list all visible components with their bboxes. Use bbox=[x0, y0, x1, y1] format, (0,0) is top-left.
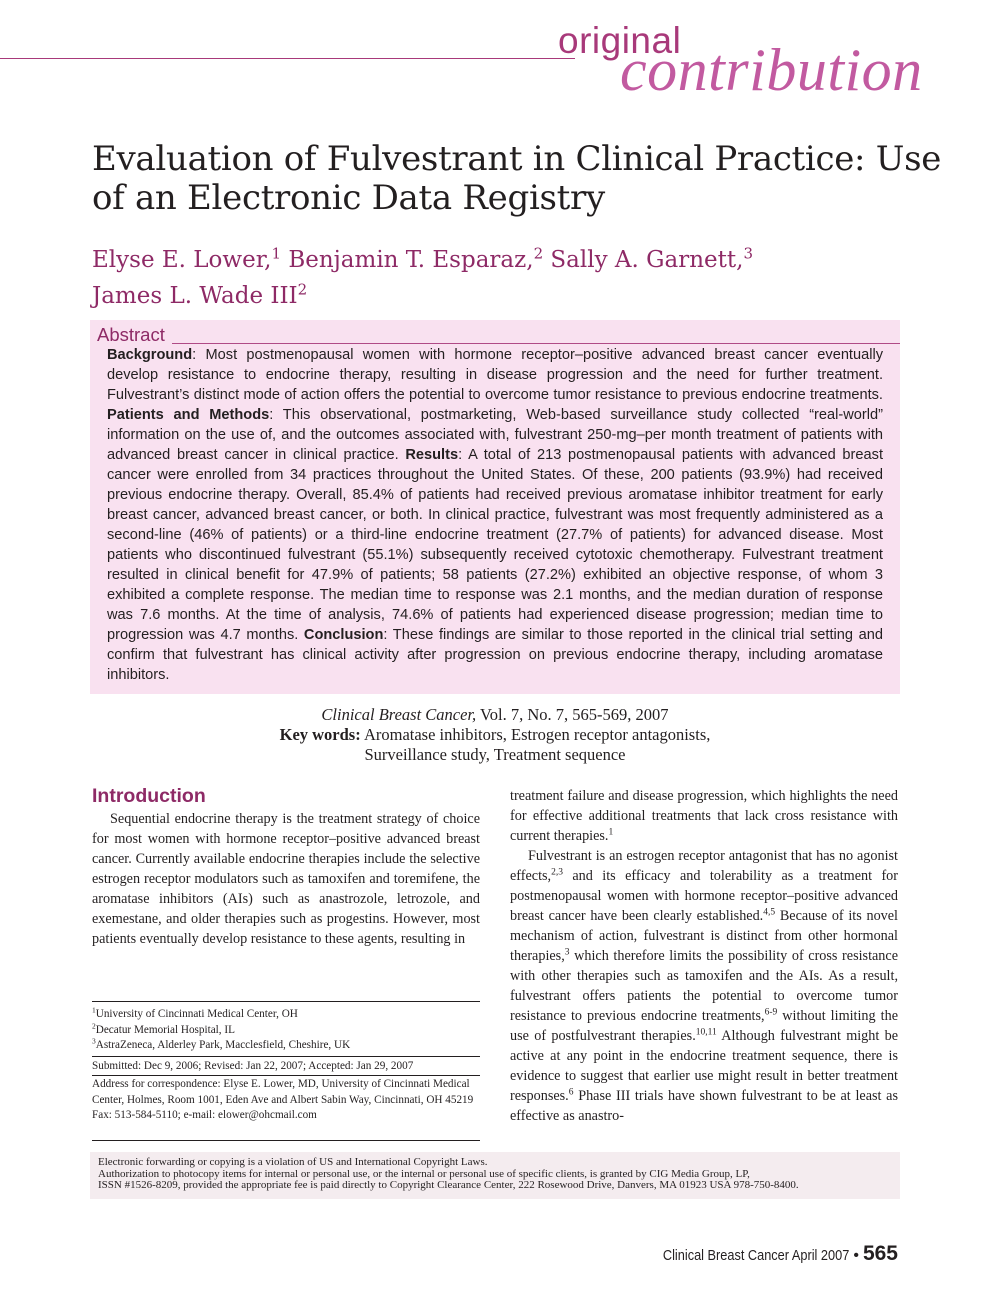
header-rule bbox=[0, 58, 575, 59]
author-list bbox=[92, 238, 872, 311]
intro-paragraph-2: Fulvestrant is an estrogen receptor antagonist that has no agonist effects,$^{2,3}$ and its efficacy and tolerability as a treatment for postmenopausal women with hormone receptor–positive advanced breast cancer have been clearly established.$^{4,5}$ Because of its novel mechanism of action, fulvestrant is distinct from other hormonal therapies,$^3$ which therefore limits the possibility of cross resistance with other therapies such as tamoxifen and the AIs. As a result, fulvestrant offers patients the potential to overcome tumor resistance to previous endocrine treatments,$^{6-9}$ without limiting the use of postfulvestrant therapies.$^{10,11}$ Although fulvestrant might be active at any point in the endocrine treatment sequence, there is evidence to suggest that earlier use might result in better treatment responses.$^6$ Phase III trials have shown fulvestrant to be at least as effective as anastro- bbox=[510, 848, 899, 1124]
abstract-heading-conclusion: Conclusion bbox=[303, 627, 384, 643]
article-title: Evaluation of Fulvestrant in Clinical Practice: Use of an Electronic Data Registry bbox=[92, 139, 942, 218]
footer-journal: Clinical Breast Cancer April 2007 bbox=[662, 1247, 850, 1264]
body-column-right bbox=[510, 786, 898, 1126]
author: Elyse E. Lower,$^1$ bbox=[92, 244, 282, 273]
abstract-label: Abstract bbox=[97, 324, 165, 345]
introduction-heading: Introduction bbox=[92, 785, 206, 807]
abstract-text: Background: Most postmenopausal women with hormone receptor–positive advanced breast cancer eventually develop resistance to endocrine therapy, resulting in disease progression and the need for further treatment. Fulvestrant’s distinct mode of action offers the potential to overcome tumor resistance to previous endocrine treatments. Patients and Methods: This observational, postmarketing, Web-based surveillance study collected “real-world” information on the use of, and the outcomes associated with, fulvestrant 250-mg–per month treatment of patients with advanced breast cancer in clinical practice. Results: A total of 213 postmenopausal patients with advanced breast cancer were enrolled from 34 practices throughout the United States. Of these, 200 patients (93.9%) had received previous endocrine therapy. Overall, 85.4% of patients had received previous aromatase inhibitor treatment for early breast cancer, advanced breast cancer, or both. In clinical practice, fulvestrant was most frequently administered as a second-line (46% of patients) or a third-line endocrine treatment (27.7% of patients) for advanced disease. Most patients who discontinued fulvestrant (55.1%) subsequently received cytotoxic chemotherapy. Fulvestrant treatment resulted in clinical benefit for 47.9% of patients; 58 patients (27.2%) exhibited an objective response, of whom 3 exhibited a complete response. The median time to response was 2.1 months, and the median duration of response was 7.6 months. At the time of analysis, 74.6% of patients had experienced disease progression; median time to progression was 4.7 months. Conclusion: These findings are similar to those reported in the clinical trial setting and confirm that fulvestrant has clinical activity after progression on previous endocrine therapy, including aromatase inhibitors. bbox=[107, 347, 883, 683]
keywords-line1: Aromatase inhibitors, Estrogen receptor antagonists, bbox=[360, 725, 711, 744]
section-label-contribution: contribution bbox=[620, 37, 923, 103]
author: Benjamin T. Esparaz,$^2$ bbox=[288, 244, 544, 273]
author: James L. Wade III$^2$ bbox=[92, 280, 308, 310]
copyright-notice: Electronic forwarding or copying is a violation of US and International Copyright Laws. Authorization to photocopy items for internal or personal use, or the internal or personal use of specific clients, is granted by CIG Media Group, LP, ISSN #1526-8209, provided the appropriate fee is paid directly to Copyright Clearance Center, 222 Rosewood Drive, Danvers, MA 01923 USA 978-750-8400. bbox=[98, 1156, 799, 1192]
section-label-original: original bbox=[558, 20, 682, 61]
footnote-rule bbox=[92, 1056, 480, 1057]
abstract-rule bbox=[172, 343, 900, 344]
author: Sally A. Garnett,$^3$ bbox=[550, 244, 753, 273]
footnote-rule bbox=[92, 1001, 480, 1002]
intro-paragraph-1: Sequential endocrine therapy is the treatment strategy of choice for most women with hormone receptor–positive advanced breast cancer. Currently available endocrine therapies include the selective estrogen receptor modulators such as tamoxifen and toremifene, the aromatase inhibitors (AIs) such as anastrozole, letrozole, and exemestane, and older therapies such as progestins. However, most patients eventually develop resistance to these agents, resulting in bbox=[92, 811, 480, 947]
volume-info: Vol. 7, No. 7, 565-569, 2007 bbox=[476, 705, 669, 724]
page-footer: Clinical Breast Cancer April 2007 • 565 bbox=[662, 1242, 898, 1265]
correspondence-address: Address for correspondence: Elyse E. Lower, MD, University of Cincinnati Medical Center, Holmes, Room 1001, Eden Ave and Albert Sabin Way, Cincinnati, OH 45219 Fax: 513-584-5110; e-mail: elower@ohcmail.com bbox=[92, 1078, 474, 1121]
submission-dates: Submitted: Dec 9, 2006; Revised: Jan 22, 2007; Accepted: Jan 29, 2007 bbox=[92, 1060, 414, 1072]
journal-name: Clinical Breast Cancer, bbox=[321, 705, 477, 724]
footnote-rule bbox=[92, 1140, 480, 1141]
page-number: 565 bbox=[862, 1242, 898, 1265]
footnote-rule bbox=[92, 1075, 480, 1076]
abstract-heading-background: Background bbox=[107, 347, 193, 363]
citation-block bbox=[200, 705, 790, 765]
abstract-heading-methods: Patients and Methods bbox=[107, 407, 270, 423]
body-column-left bbox=[92, 809, 480, 949]
keywords-label: Key words: bbox=[279, 725, 361, 744]
affiliations: $^1$University of Cincinnati Medical Center, OH $^2$Decatur Memorial Hospital, IL $^3$AstraZeneca, Alderley Park, Macclesfield, Cheshire, UK bbox=[92, 1005, 351, 1051]
abstract-heading-results: Results bbox=[405, 447, 459, 463]
intro-paragraph-1-continued: treatment failure and disease progression, which highlights the need for effective additional treatments that lack cross resistance with current therapies.$^1$ bbox=[510, 788, 898, 844]
keywords-line2: Surveillance study, Treatment sequence bbox=[364, 745, 626, 764]
